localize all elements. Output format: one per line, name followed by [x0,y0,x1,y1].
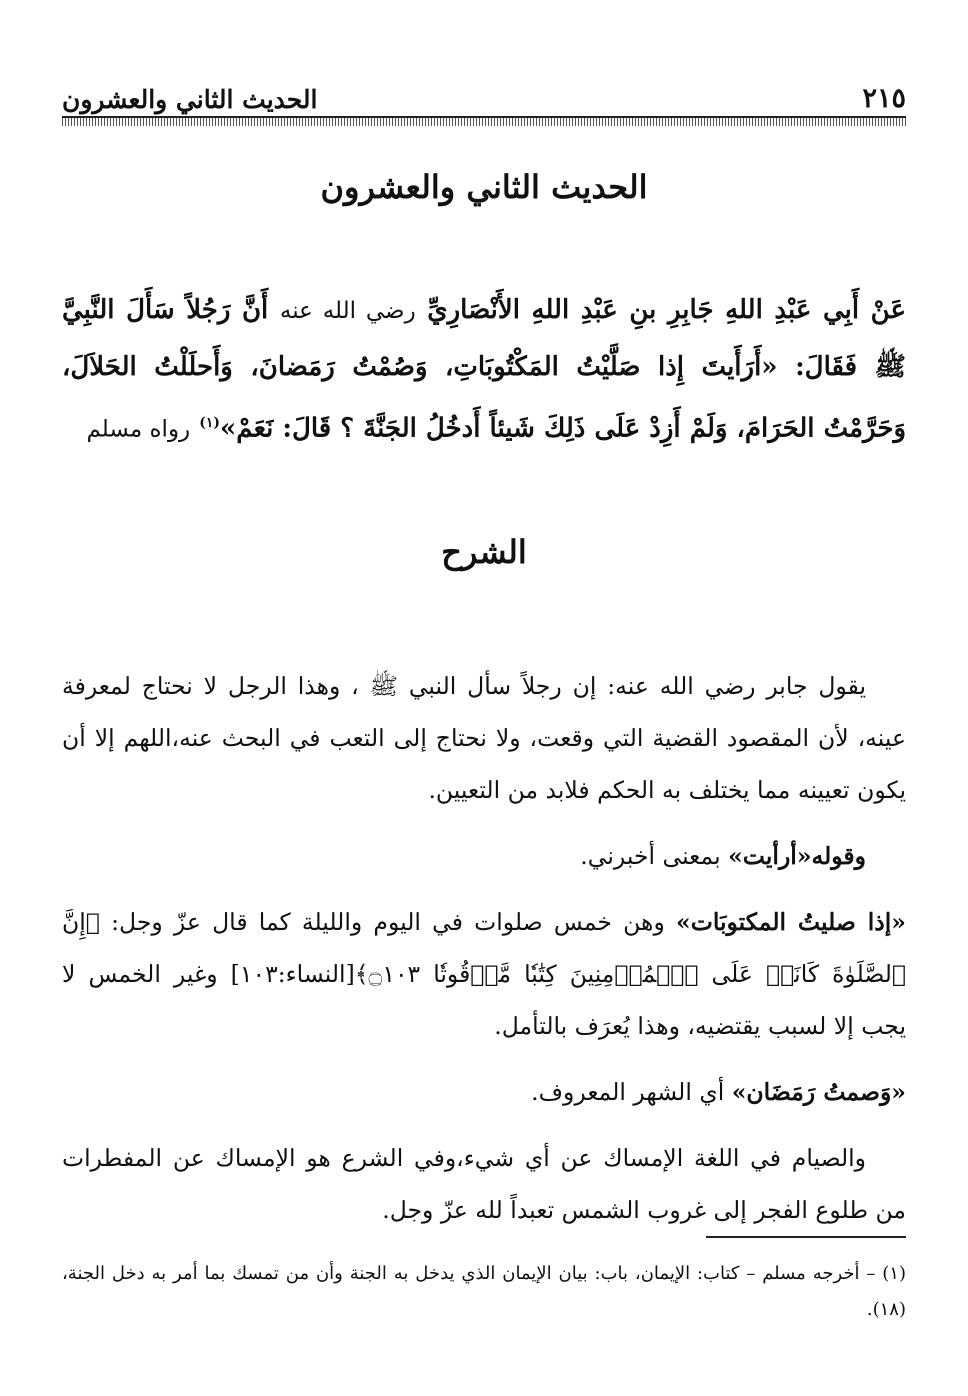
commentary-paragraph [62,1066,906,1118]
quoted-phrase: «وَصمتُ رَمَضَان» [731,1078,906,1106]
verse-reference: [النساء:١٠٣] [230,960,355,988]
hadith-honorific: رضي الله عنه [279,298,416,324]
paragraph-text: وغير الخمس لا يجب إلا لسبب يقتضيه، وهذا يُعرَف بالتأمل. [62,960,906,1040]
commentary-paragraph: يقول جابر رضي الله عنه: إن رجلاً سأل النبي ﷺ ، وهذا الرجل لا نحتاج لمعرفة عينه، لأن المقصود القضية التي وقعت، ولا نحتاج إلى التعب في البحث عنه،اللهم إلا أن يكون تعيينه مما يختلف به الحكم فلابد من التعيين. [62,672,906,804]
commentary-paragraph [62,896,906,1052]
commentary-paragraph [62,830,906,882]
quoted-phrase: «إذا صليتُ المكتوبَات» [676,908,906,936]
paragraph-text: أي الشهر المعروف. [531,1078,725,1106]
header-rule [62,116,906,126]
paragraph-text: وهن خمس صلوات في اليوم والليلة كما قال عزّ وجل: [111,908,665,936]
chapter-title: الحديث الثاني والعشرون [320,168,648,206]
hadith-text [62,282,906,458]
paragraph-text: بمعنى أخبرني. [580,842,721,870]
quran-verse: ﴿إِنَّ ٱلصَّلَوٰةَ كَانَتۡ عَلَى ٱلۡمُؤۡمِنِينَ كِتَٰبٗا مَّوۡقُوتٗا ۝١٠٣﴾ [62,908,906,988]
page-number: ٢١٥ [862,83,906,114]
commentary [62,660,906,1250]
hadith-source: رواه مسلم [86,416,191,443]
running-title: الحديث الثاني والعشرون [62,85,318,114]
commentary-paragraph: والصيام في اللغة الإمساك عن أي شيء،وفي الشرع هو الإمساك عن المفطرات من طلوع الفجر إلى غروب الشمس تعبداً لله عزّ وجل. [62,1144,906,1224]
footnote: (١) – أخرجه مسلم – كتاب: الإيمان، باب: بيان الإيمان الذي يدخل به الجنة وأن من تمسك بما أمر به دخل الجنة، (١٨). [62,1263,906,1320]
running-header [62,72,906,112]
hadith-body: أَنَّ رَجُلاً سَأَلَ النَّبِيَّ ﷺ فَقَالَ: «أَرَأَيتَ إِذا صَلَّيْتُ المَكْتُوبَاتِ، وَصُمْتُ رَمَضانَ، وَأَحلَلْتُ الحَلاَلَ، وَحَرَّمْتُ الحَرَامَ، وَلَمْ أَزِدْ عَلَى ذَلِكَ شَيئاً أَدخُلُ الجَنَّةَ ؟ قَالَ: نَعَمْ» [62,295,906,444]
hadith-narrator: عَنْ أَبِي عَبْدِ اللهِ جَابِرِ بنِ عَبْدِ اللهِ الأَنْصَارِيِّ [427,295,906,325]
footnote-rule [706,1236,906,1238]
footnote-reference: (١) [199,415,221,431]
section-title: الشرح [441,533,527,571]
quoted-phrase: وقوله«أرأيت» [728,842,866,870]
